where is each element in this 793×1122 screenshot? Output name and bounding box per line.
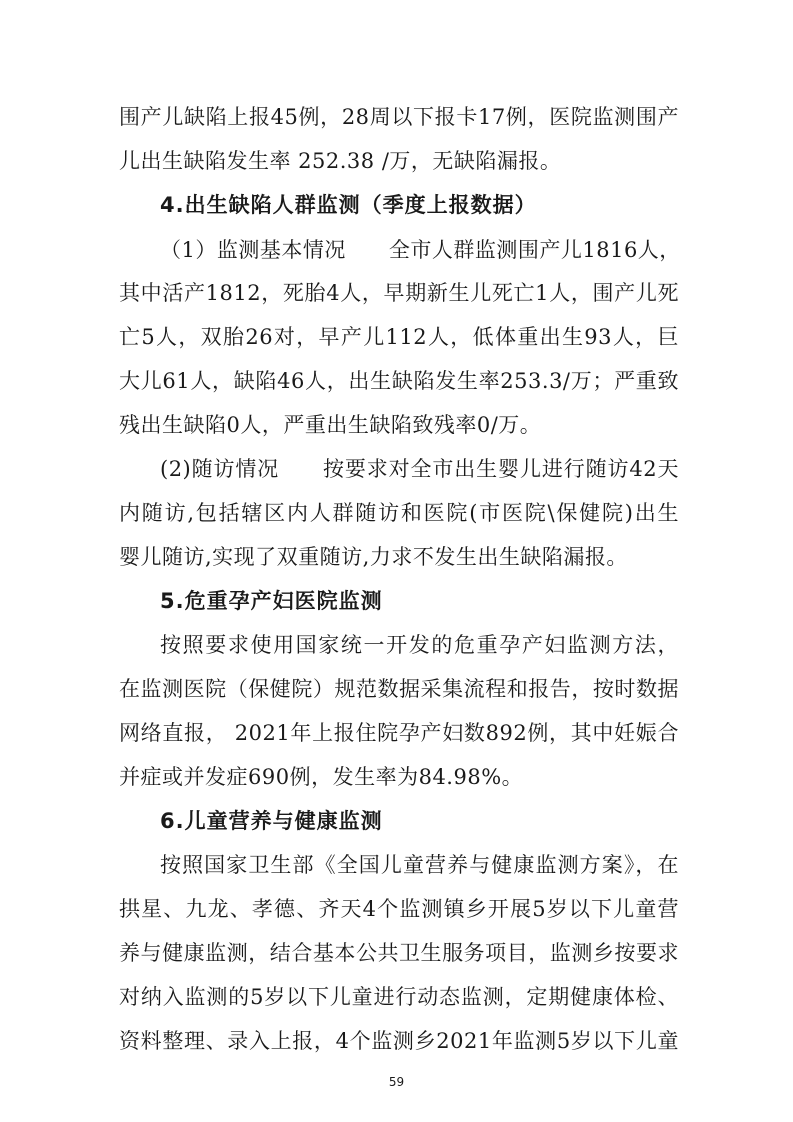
body-line: 婴儿随访,实现了双重随访,力求不发生出生缺陷漏报。 — [119, 545, 628, 569]
body-line: 大儿61人，缺陷46人，出生缺陷发生率253.3/万；严重致 — [119, 369, 679, 393]
body-line: 亡5人，双胎26对，早产儿112人，低体重出生93人，巨 — [119, 325, 679, 349]
body-line: 其中活产1812，死胎4人，早期新生儿死亡1人，围产儿死 — [119, 281, 679, 305]
body-line: 儿出生缺陷发生率 252.38 /万，无缺陷漏报。 — [119, 149, 562, 173]
body-line: (2)随访情况 按要求对全市出生婴儿进行随访42天 — [160, 457, 679, 481]
section-heading: 6.儿童营养与健康监测 — [160, 809, 383, 833]
body-line: 养与健康监测，结合基本公共卫生服务项目，监测乡按要求 — [119, 941, 679, 965]
body-line: 按照国家卫生部《全国儿童营养与健康监测方案》，在 — [160, 853, 679, 877]
body-line: 网络直报， 2021年上报住院孕产妇数892例，其中妊娠合 — [119, 721, 679, 745]
body-line: 按照要求使用国家统一开发的危重孕产妇监测方法， — [160, 633, 679, 657]
body-line: 在监测医院（保健院）规范数据采集流程和报告，按时数据 — [119, 677, 679, 701]
body-line: 拱星、九龙、孝德、齐天4个监测镇乡开展5岁以下儿童营 — [119, 897, 679, 921]
body-line: 残出生缺陷0人，严重出生缺陷致残率0/万。 — [119, 413, 542, 437]
section-heading: 4.出生缺陷人群监测（季度上报数据） — [160, 193, 537, 217]
body-line: 资料整理、录入上报，4个监测乡2021年监测5岁以下儿童 — [119, 1029, 679, 1053]
body-line: （1）监测基本情况 全市人群监测围产儿1816人， — [160, 238, 681, 262]
body-line: 围产儿缺陷上报45例，28周以下报卡17例，医院监测围产 — [119, 105, 679, 129]
section-heading: 5.危重孕产妇医院监测 — [160, 589, 383, 613]
page-number: 59 — [388, 1075, 405, 1089]
body-line: 内随访,包括辖区内人群随访和医院(市医院\保健院)出生 — [119, 501, 679, 525]
body-line: 并症或并发症690例，发生率为84.98%。 — [119, 765, 524, 789]
body-line: 对纳入监测的5岁以下儿童进行动态监测，定期健康体检、 — [119, 985, 679, 1009]
